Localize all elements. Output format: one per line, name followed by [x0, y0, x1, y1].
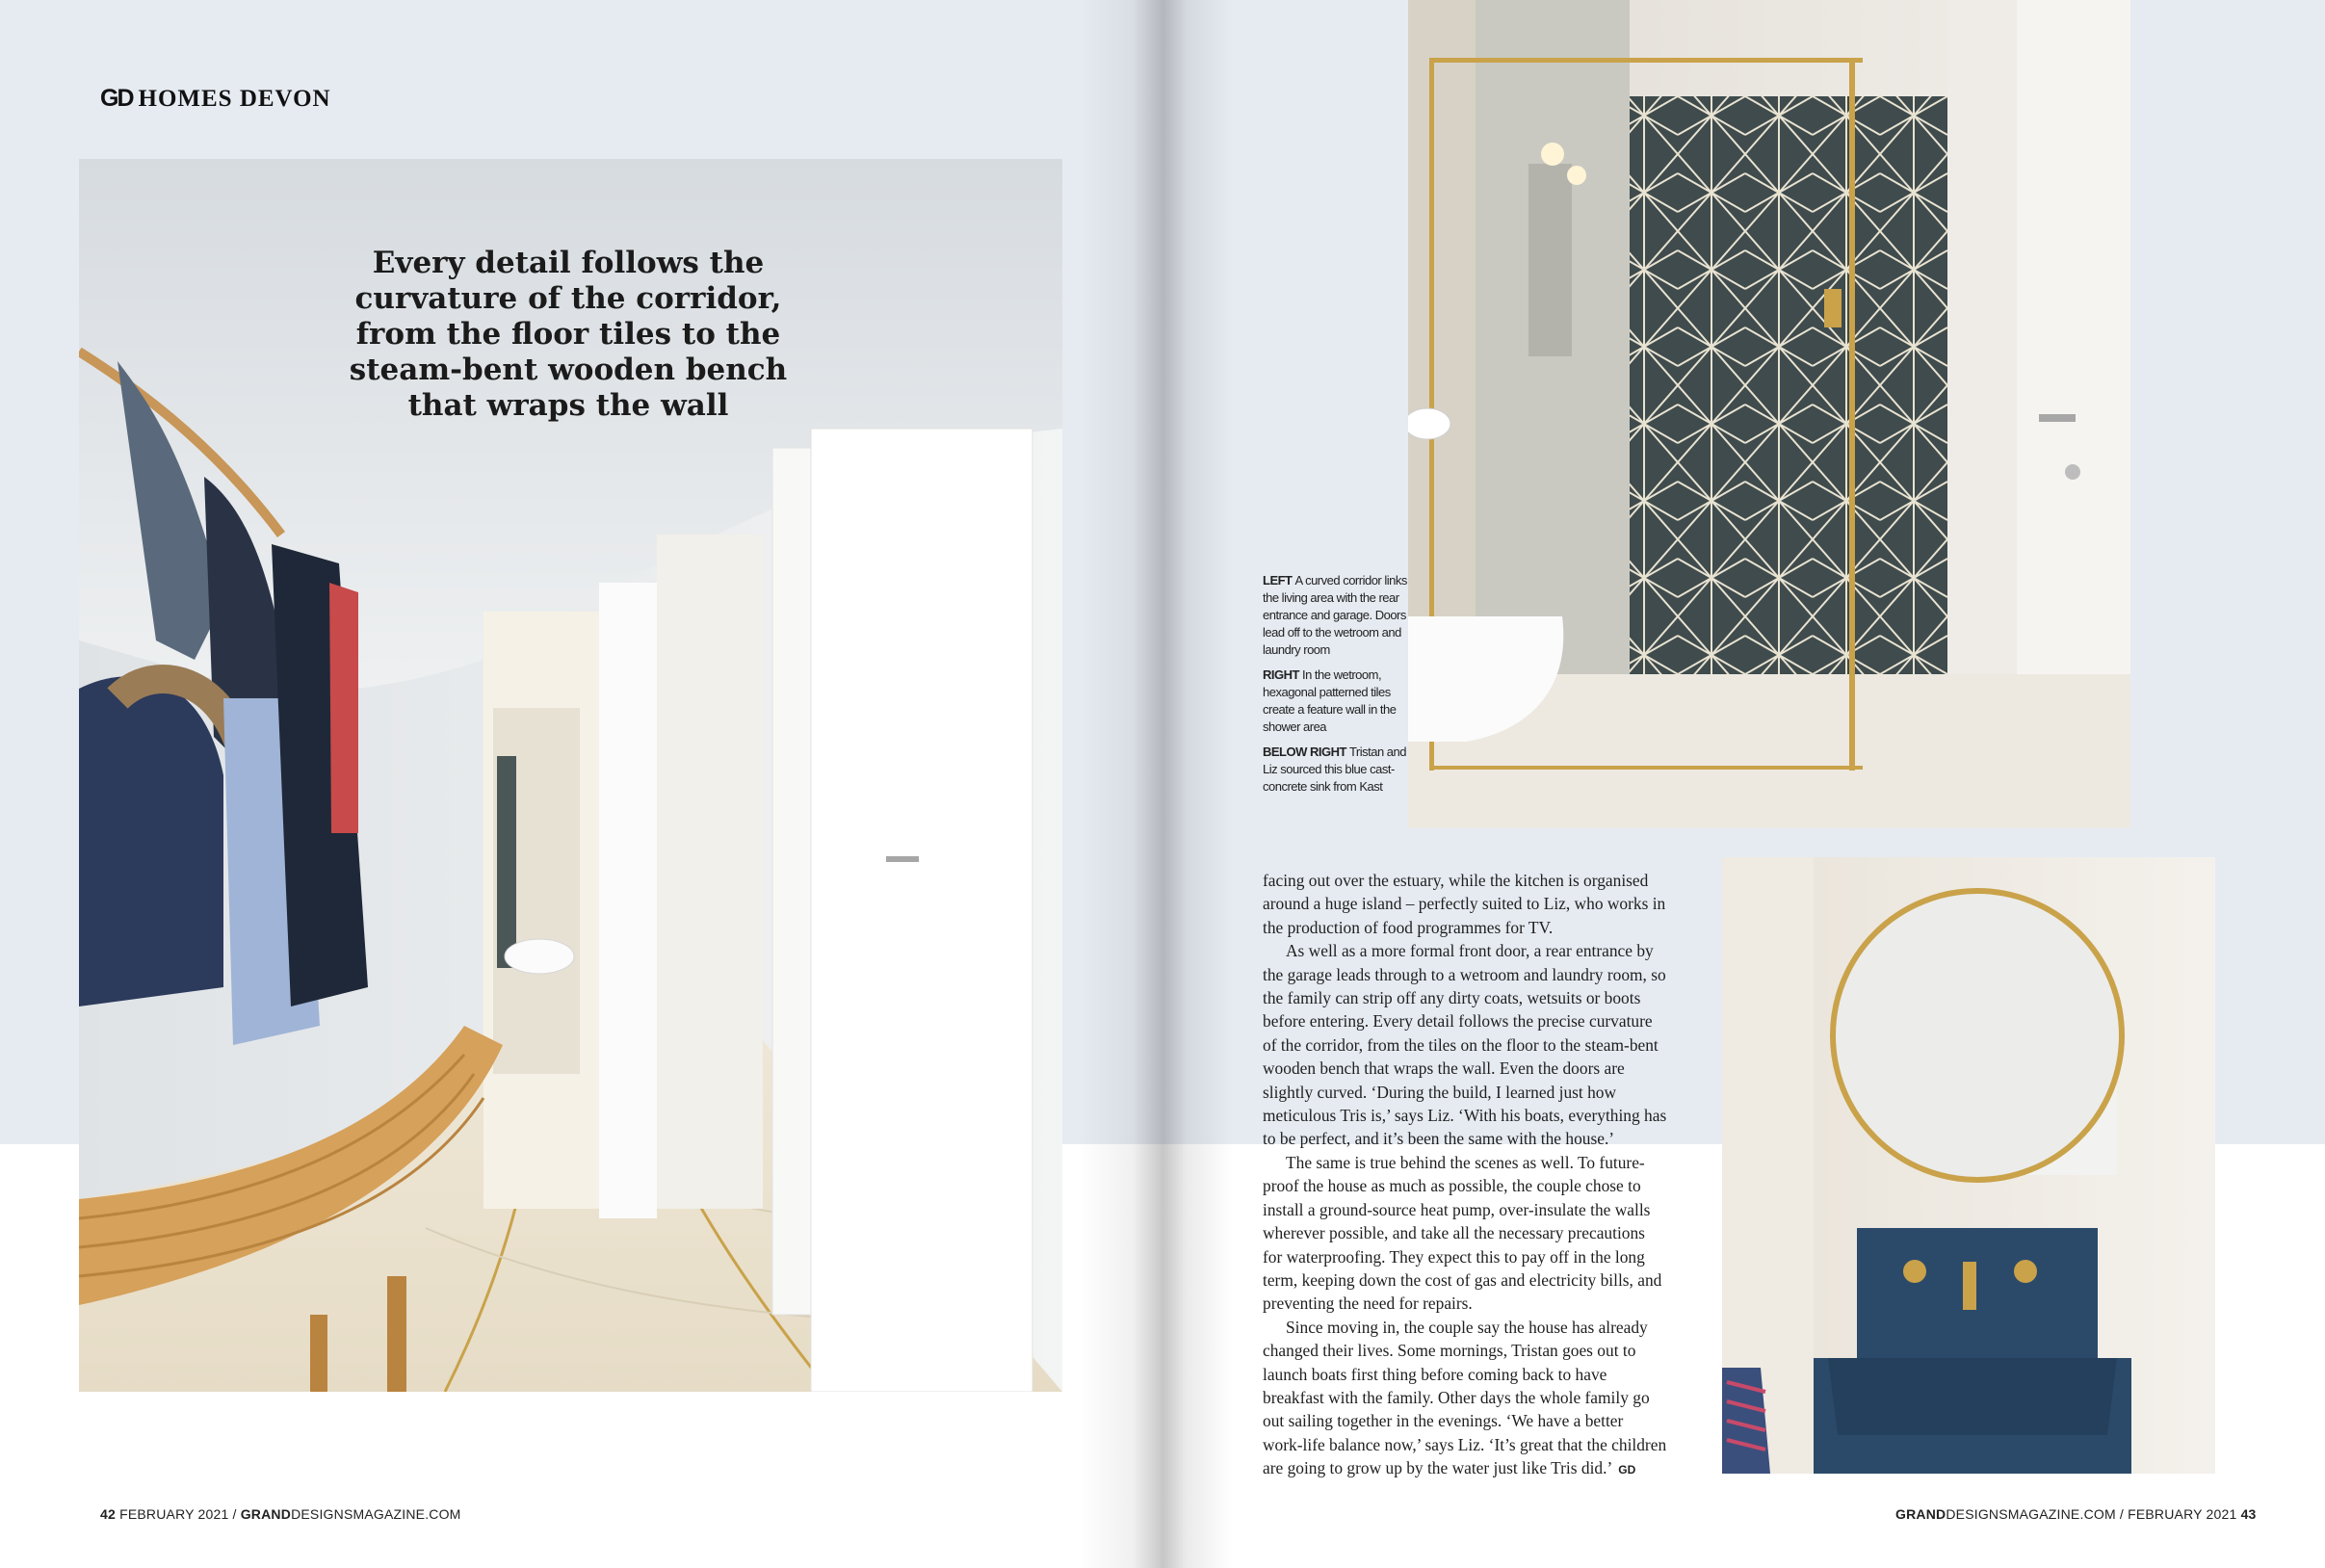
- page-number-right: 43: [2240, 1506, 2257, 1522]
- article-paragraph: Since moving in, the couple say the house has already changed their lives. Some mornings, Tristan goes out to launch boats first thing before coming back to have breakfast with the family. Other days the whole family go out sailing together in the evenings. ‘We have a better work-life balance now,’ says Liz. ‘It’s great that the children are going to grow up by the water just like Tris did.’: [1263, 1317, 1667, 1478]
- caption-left: [1263, 572, 1407, 659]
- caption-text: Tristan and Liz sourced this blue cast-concrete sink from Kast: [1263, 745, 1406, 794]
- caption-label: RIGHT: [1263, 667, 1299, 682]
- caption-label: LEFT: [1263, 573, 1293, 588]
- caption-label: BELOW RIGHT: [1263, 745, 1346, 759]
- article-paragraph: As well as a more formal front door, a rear entrance by the garage leads through to a wetroom and laundry room, so the family can strip off any dirty coats, wetsuits or boots before entering. Every detail follows the precise curvature of the corridor, from the tiles on the floor to the steam-bent wooden bench that wraps the wall. Even the doors are slightly curved. ‘During the build, I learned just how meticulous Tris is,’ says Liz. ‘With his boats, everything has to be perfect, and it’s been the same with the house.’: [1263, 941, 1667, 1149]
- wetroom-photo: [1408, 0, 2130, 828]
- photo-captions: [1263, 572, 1407, 803]
- section-header: [100, 85, 331, 113]
- pull-quote: Every detail follows the curvature of the corridor, from the floor tiles to the steam-bent wooden bench that wraps the wall: [349, 246, 788, 423]
- caption-right: [1263, 666, 1407, 736]
- caption-below-right: [1263, 744, 1407, 796]
- site-name-bold: GRAND: [1895, 1506, 1946, 1522]
- article-body: [1263, 869, 1667, 1482]
- page-number-left: 42: [100, 1506, 116, 1522]
- footer-right: [1895, 1506, 2257, 1522]
- article-paragraph-last: [1263, 1316, 1667, 1482]
- section-title: HOMES DEVON: [138, 86, 331, 112]
- issue-date-left: FEBRUARY 2021 /: [119, 1506, 237, 1522]
- caption-text: In the wetroom, hexagonal patterned tiles create a feature wall in the shower area: [1263, 667, 1397, 734]
- article-paragraph: facing out over the estuary, while the kitchen is organised around a huge island – perfectly suited to Liz, who works in the production of food programmes for TV.: [1263, 871, 1666, 937]
- footer-left: [100, 1506, 461, 1522]
- end-mark: GD: [1618, 1463, 1636, 1477]
- issue-date-right: / FEBRUARY 2021: [2119, 1506, 2237, 1522]
- caption-text: A curved corridor links the living area with the rear entrance and garage. Doors lead off to the wetroom and laundry room: [1263, 573, 1407, 657]
- page-gutter-shadow: [1079, 0, 1233, 1568]
- brand-logo: GD: [100, 85, 133, 112]
- site-name-rest: DESIGNSMAGAZINE.COM: [291, 1506, 461, 1522]
- site-name-bold: GRAND: [240, 1506, 292, 1522]
- article-paragraph: The same is true behind the scenes as well. To future-proof the house as much as possible, the couple chose to install a ground-source heat pump, over-insulate the walls wherever possible, and take all the necessary precautions for waterproofing. They expect this to pay off in the long term, keeping down the cost of gas and electricity bills, and preventing the need for repairs.: [1263, 1152, 1662, 1314]
- site-name-rest: DESIGNSMAGAZINE.COM: [1946, 1506, 2116, 1522]
- sink-photo: [1722, 857, 2215, 1474]
